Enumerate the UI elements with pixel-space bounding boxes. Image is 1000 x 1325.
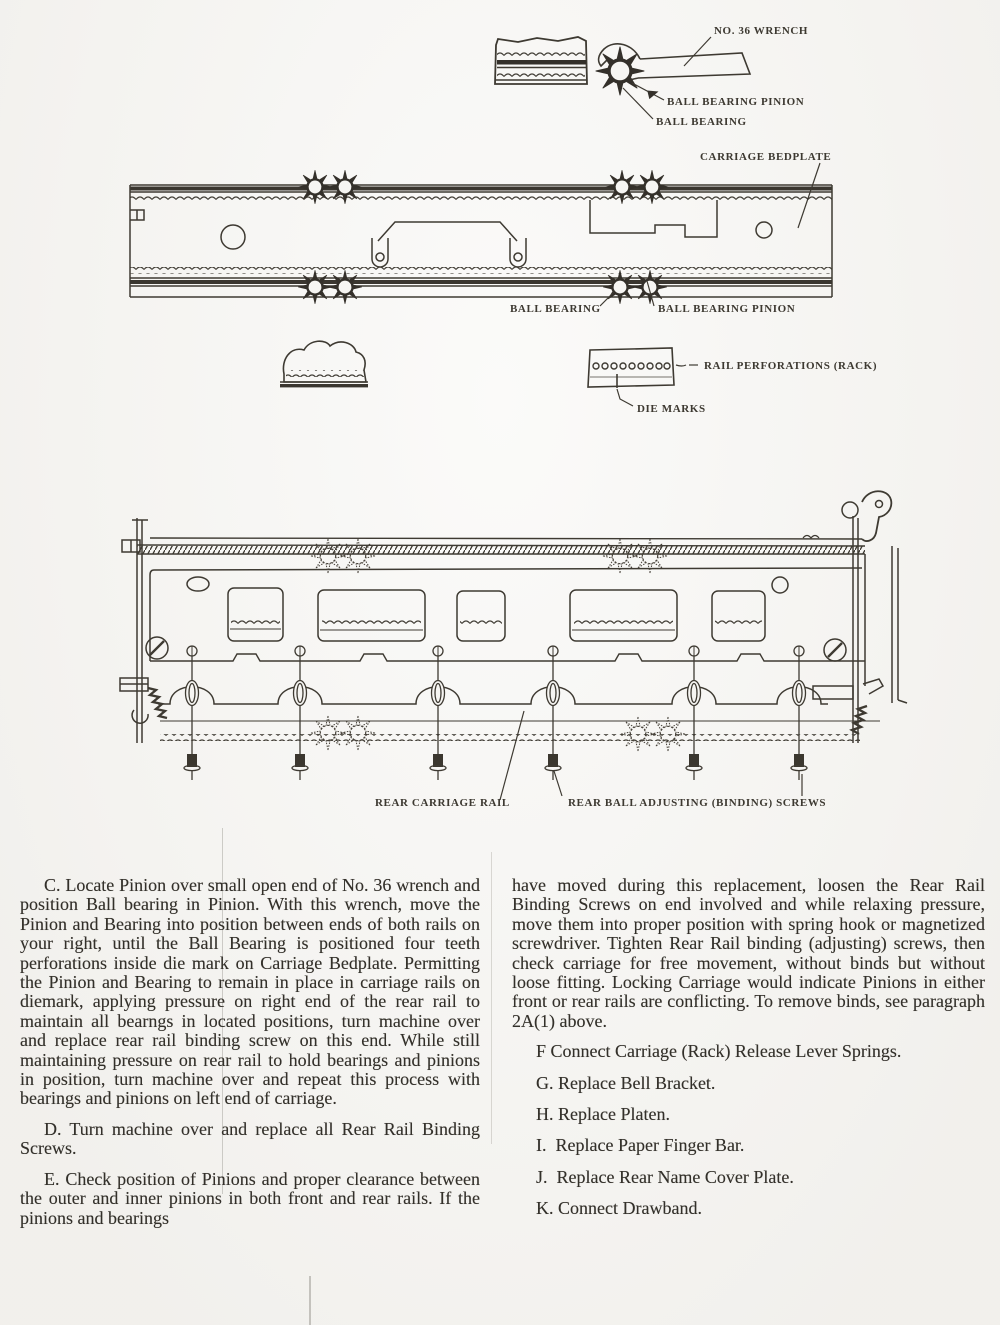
label-rear-carriage-rail: REAR CARRIAGE RAIL <box>375 797 510 809</box>
scan-fold-line <box>309 1276 311 1325</box>
rail-fragment <box>495 37 587 84</box>
binding-screws <box>184 646 807 780</box>
label-carriage-bedplate: CARRIAGE BEDPLATE <box>700 151 832 163</box>
pinions-bottom-dashed <box>311 716 684 750</box>
paragraph-c: C. Locate Pinion over small open end of No. 36 wrench and position Ball bearing in Pinion. With this wrench, move the Pinion and Bearing into position between ends of both rails on your right, until the Ball Bearing is positioned four teeth perforations inside die mark on Carriage Bedplate. Permitting the Pinion and Bearing to remain in place in carriage rails on diemark, applying pressure on right end of the rear rail to maintain all bearngs in located positions, turn machine over and replace rear rail binding screw on this end. While still maintaining pressure on rear rail to hold bearings and pinions in position, turn machine over and repeat this process with bearings and pinions on left end of carriage. <box>20 875 480 1109</box>
label-ball-bearing-pinion: BALL BEARING PINION <box>667 96 805 108</box>
pin-column <box>430 646 446 780</box>
left-spring <box>148 688 167 718</box>
label-die-marks: DIE MARKS <box>637 403 706 415</box>
pin-column <box>184 646 200 780</box>
right-end-assembly <box>813 491 907 743</box>
bedplate-body <box>130 185 832 297</box>
label-ball-bearing-pinion: BALL BEARING PINION <box>658 303 796 315</box>
figure-carriage-bedplate <box>120 145 880 325</box>
paragraph-d: D. Turn machine over and replace all Rear Rail Binding Screws. <box>20 1118 480 1159</box>
pin-column <box>791 646 807 780</box>
rail-end-fragment <box>280 341 368 387</box>
perforated-rail-piece <box>588 348 674 388</box>
paragraph-e: E. Check position of Pinions and proper clearance between the outer and inner pinions in both front and rear rails. If the pinions and bearings <box>20 1168 480 1228</box>
text-column-right <box>512 876 985 1219</box>
figure-wrench-pinion <box>480 22 820 140</box>
leader-lines <box>500 711 802 800</box>
ball-bearing-pinion-gear <box>596 47 644 95</box>
list-item-h: H. Replace Platen. <box>536 1104 670 1125</box>
pin-column <box>292 646 308 780</box>
label-no-36-wrench: NO. 36 WRENCH <box>714 25 809 37</box>
rail-plate <box>146 554 865 686</box>
scan-fold-line <box>491 852 492 1144</box>
text-column-left <box>20 876 480 1239</box>
right-spring <box>852 706 867 734</box>
paragraph-e-continued: have moved during this replacement, loosen the Rear Rail Binding Screws on end involved and while relaxing pressure, move them into proper position with spring hook or magnetized screwdriver. Tighten Rear Rail binding (adjusting) screws, then check carriage for free movement, without binds but without loose fitting. Locking Carriage would indicate Pinions in either front or rear rails are conflicting. To remove binds, see paragraph 2A(1) above. <box>512 875 985 1031</box>
label-ball-bearing: BALL BEARING <box>510 303 601 315</box>
paragraph-f: F Connect Carriage (Rack) Release Lever Springs. <box>536 1041 902 1062</box>
pin-column <box>545 646 561 780</box>
list-item-j: J. Replace Rear Name Cover Plate. <box>536 1166 794 1187</box>
label-rear-ball-adjusting-screws: REAR BALL ADJUSTING (BINDING) SCREWS <box>568 797 827 809</box>
label-rail-perforations: RAIL PERFORATIONS (RACK) <box>704 360 878 372</box>
list-item-k: K. Connect Drawband. <box>536 1198 702 1219</box>
arched-strip <box>158 687 880 741</box>
top-rail <box>137 536 865 555</box>
pinion-gears-bottom <box>298 270 666 303</box>
list-item-i: I. Replace Paper Finger Bar. <box>536 1135 745 1156</box>
figure-rail-perforations <box>268 330 888 430</box>
pin-column <box>686 646 702 780</box>
pinions-top-dashed <box>311 539 666 572</box>
figure-rear-carriage-rail <box>110 478 1000 823</box>
list-item-g: G. Replace Bell Bracket. <box>536 1072 716 1093</box>
label-ball-bearing: BALL BEARING <box>656 116 747 128</box>
